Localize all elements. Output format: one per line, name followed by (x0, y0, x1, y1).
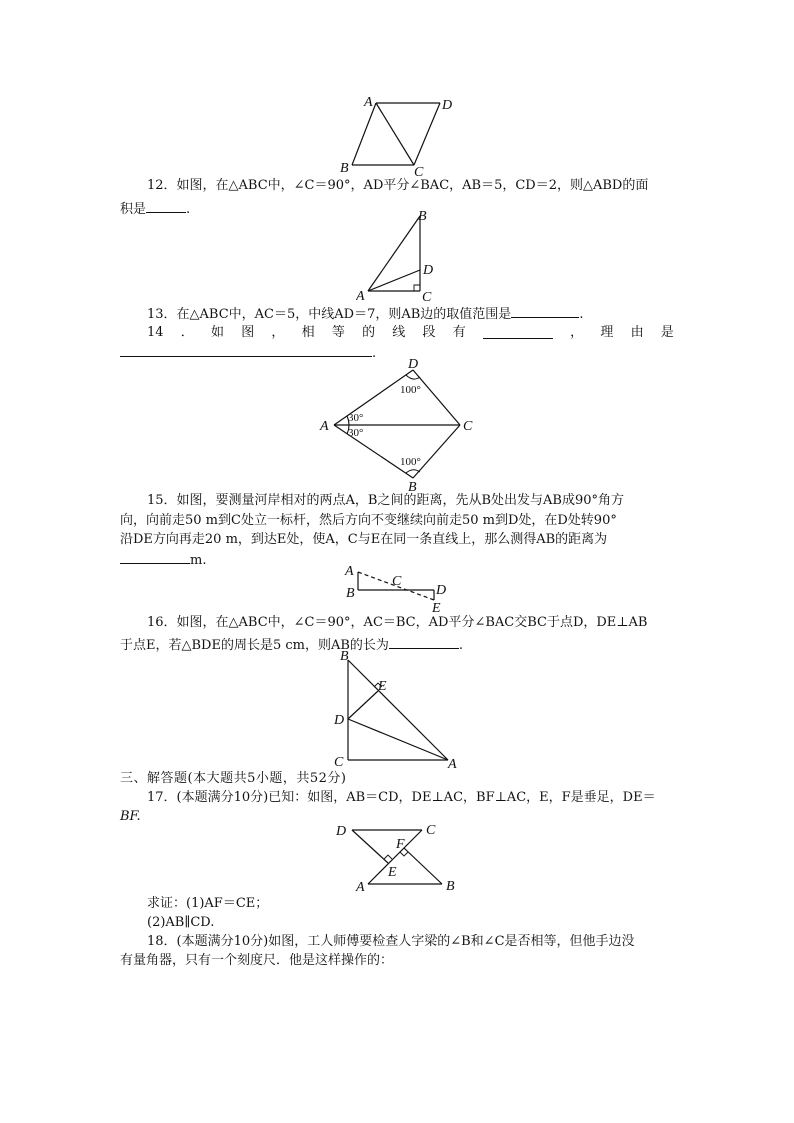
label-E: E (388, 865, 397, 880)
question-12-line2: 积是 . (120, 198, 190, 219)
label-D: D (408, 357, 419, 372)
question-17-line1: 17．(本题满分10分)已知：如图，AB＝CD，DE⊥AC，BF⊥AC，E，F是垂足，DE＝ (147, 790, 656, 805)
angle-label: 30° (348, 412, 364, 424)
label-C: C (422, 290, 432, 302)
angle-label: 100° (400, 384, 421, 396)
label-C: C (414, 165, 424, 178)
label-C: C (392, 574, 402, 589)
label-A: A (448, 757, 457, 772)
question-12-line1: 12．如图，在△ABC中，∠C＝90°，AD平分∠BAC，AB＝5，CD＝2，则△ABD的面 (147, 178, 649, 193)
label-C: C (426, 823, 436, 838)
label-F: F (396, 837, 405, 852)
label-E: E (378, 679, 387, 694)
question-17-proof1: 求证：(1)AF＝CE； (147, 896, 269, 911)
figure-river-15 (340, 560, 452, 614)
question-15-line4: m. (120, 549, 206, 570)
figure-17 (330, 818, 466, 894)
answer-blank-15[interactable] (120, 549, 190, 564)
label-B: B (346, 586, 355, 601)
question-17-proof2: (2)AB∥CD. (147, 915, 215, 930)
label-C: C (463, 419, 473, 434)
label-A: A (364, 95, 373, 110)
question-15-line2: 向，向前走50 m到C处立一标杆，然后方向不变继续向前走50 m到D处，在D处转90° (120, 513, 617, 528)
question-16-line1: 16．如图，在△ABC中，∠C＝90°，AC＝BC，AD平分∠BAC交BC于点D，DE⊥AB (147, 615, 648, 630)
label-A: A (345, 564, 354, 579)
question-15-line1: 15．如图，要测量河岸相对的两点A，B之间的距离，先从B处出发与AB成90°角方 (147, 493, 625, 508)
label-B: B (446, 879, 455, 894)
figure-kite-14 (316, 355, 480, 495)
angle-label: 100° (400, 456, 421, 468)
answer-blank-12[interactable] (146, 198, 186, 213)
section-3-heading: 三、解答题(本大题共5小题，共52分) (120, 771, 347, 786)
angle-label: 30° (348, 427, 364, 439)
figure-triangle-16 (330, 646, 466, 772)
label-C: C (334, 755, 344, 770)
answer-blank-13[interactable] (511, 303, 579, 318)
label-A: A (356, 289, 365, 302)
label-A: A (356, 880, 365, 894)
label-D: D (442, 98, 453, 113)
label-D: D (336, 824, 347, 839)
label-D: D (423, 263, 434, 278)
label-E: E (432, 601, 441, 614)
question-17-line2: BF. (120, 809, 141, 824)
question-12-text: 积是 (120, 202, 147, 217)
label-B: B (408, 480, 417, 495)
figure-right-triangle-12 (356, 208, 446, 302)
question-13: 13．在△ABC中，AC＝5，中线AD＝7，则AB边的取值范围是 . (147, 303, 583, 324)
label-B: B (418, 209, 427, 224)
question-14-line2: . (120, 342, 376, 363)
question-18-line2: 有量角器，只有一个刻度尺．他是这样操作的： (120, 953, 394, 968)
question-16-line2: 于点E，若△BDE的周长是5 cm，则AB的长为 . (120, 634, 463, 655)
label-B: B (340, 161, 349, 176)
label-A: A (320, 419, 329, 434)
label-B: B (340, 649, 349, 664)
label-D: D (436, 583, 447, 598)
question-15-line3: 沿DE方向再走20 m，到达E处，使A，C与E在同一条直线上，那么测得AB的距离为 (120, 532, 608, 547)
label-D: D (334, 713, 345, 728)
figure-parallelogram (330, 92, 470, 178)
question-18-line1: 18．(本题满分10分)如图，工人师傅要检查人字梁的∠B和∠C是否相等，但他手边没 (147, 934, 635, 949)
answer-blank-14a[interactable] (483, 324, 553, 339)
question-14-line1: 14 ． 如 图 ， 相 等 的 线 段 有 ， 理 由 是 (147, 325, 674, 340)
